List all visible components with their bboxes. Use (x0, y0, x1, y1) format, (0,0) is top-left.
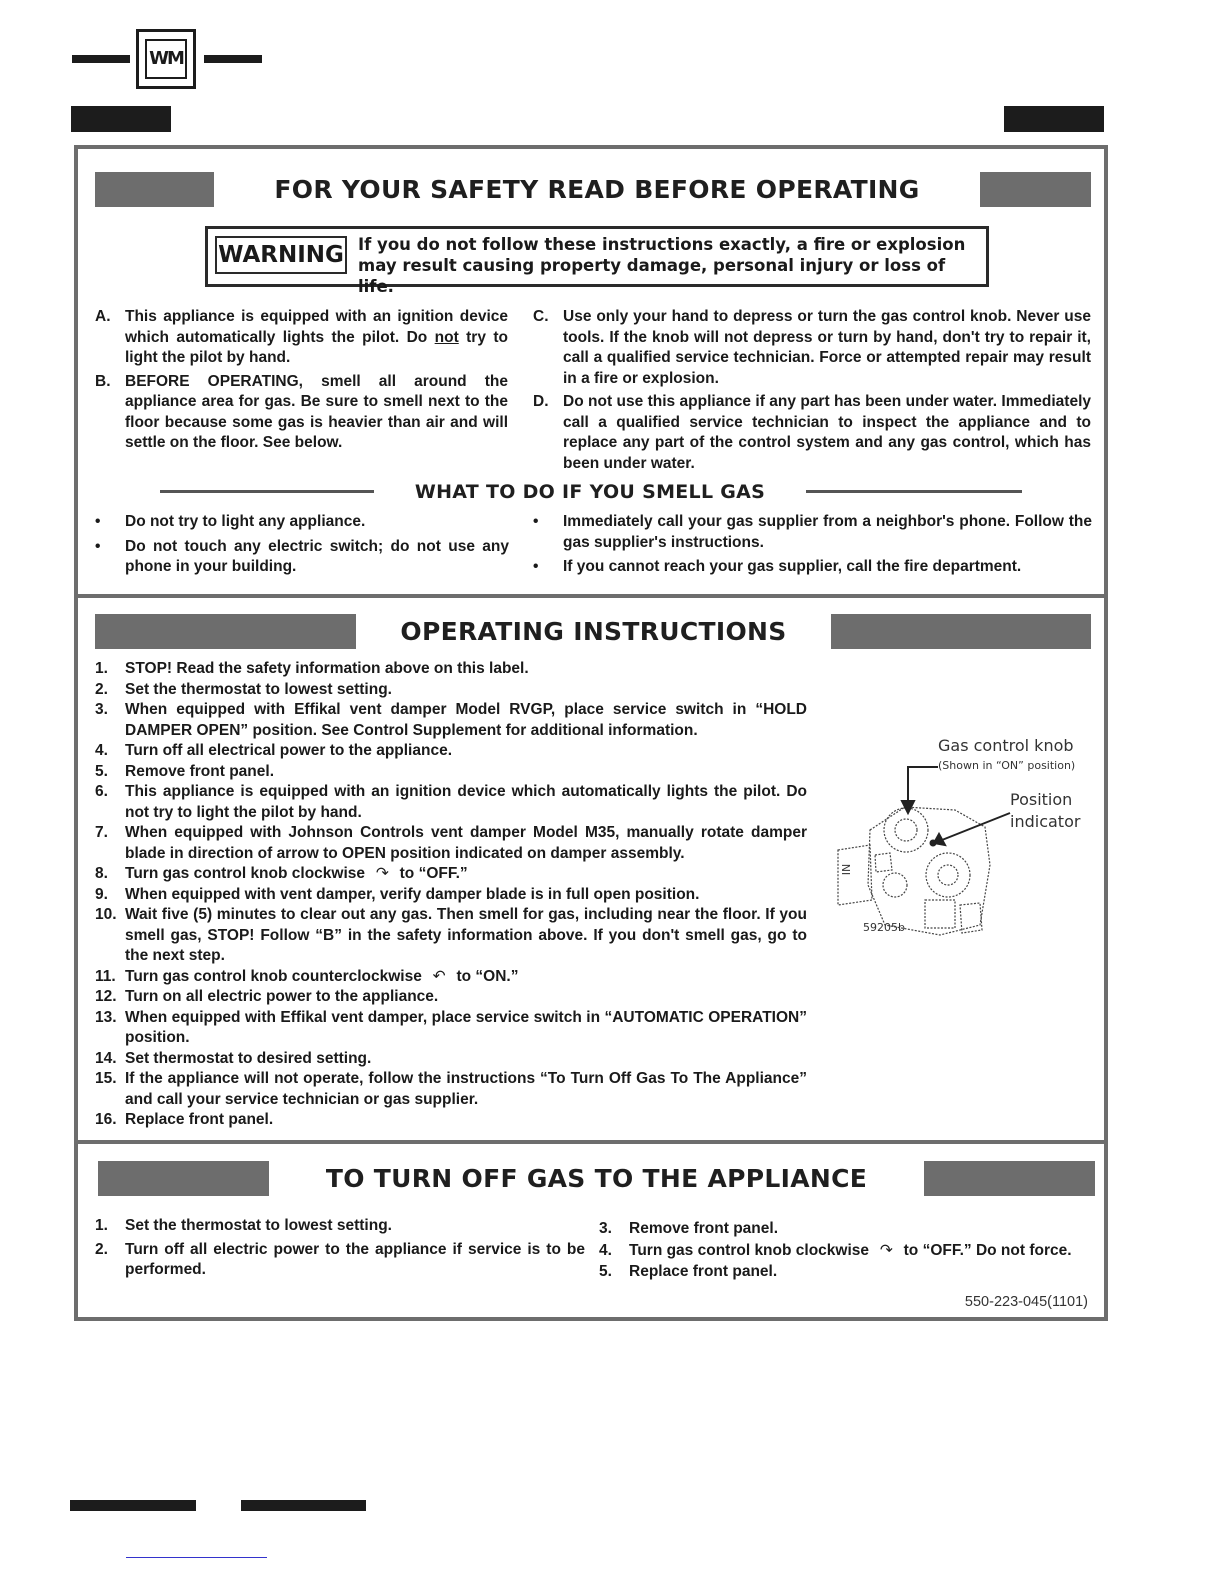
step-number: 13. (95, 1008, 117, 1026)
turnoff-right-column (599, 1219, 1093, 1283)
side-mark: NI (839, 863, 853, 876)
step-text: STOP! Read the safety information above on this label. (125, 660, 529, 677)
operating-step-7 (95, 823, 807, 864)
step-text: When equipped with Effikal vent damper Model RVGP, place service switch in “HOLD DAMPER OPEN” position. See Control Supplement for additional information. (125, 701, 807, 739)
safety-item-a (95, 307, 508, 369)
operating-step-2 (95, 680, 807, 701)
step-text-end: to “OFF.” (399, 865, 468, 882)
turnoff-step-5 (599, 1262, 1093, 1283)
bullet-icon: • (95, 537, 101, 555)
step-text: When equipped with Johnson Controls vent damper Model M35, manually rotate damper blade in direction of arrow to OPEN position indicated on damper assembly. (125, 824, 807, 862)
step-text: Set the thermostat to lowest setting. (125, 680, 392, 698)
step-number: 6. (95, 783, 108, 800)
step-number: 15. (95, 1070, 117, 1087)
item-label: C. (533, 308, 549, 325)
step-text: Set the thermostat to lowest setting. (125, 1217, 392, 1234)
step-number: 1. (95, 660, 108, 677)
smell-gas-left-column (95, 512, 509, 582)
step-number: 10. (95, 906, 117, 923)
operating-step-10 (95, 905, 807, 967)
logo (136, 29, 196, 89)
safety-item-b (95, 372, 508, 454)
operating-step-8 (95, 864, 807, 885)
operating-title: OPERATING INSTRUCTIONS (400, 617, 787, 646)
step-text: Replace front panel. (629, 1263, 778, 1280)
operating-step-3 (95, 700, 807, 741)
turnoff-left-column (95, 1216, 585, 1284)
turnoff-title: TO TURN OFF GAS TO THE APPLIANCE (325, 1164, 868, 1193)
step-number: 4. (95, 742, 108, 759)
header-tab-left (71, 106, 171, 132)
step-number: 3. (95, 701, 108, 718)
footer-bar-left (70, 1500, 196, 1511)
safety-title: FOR YOUR SAFETY READ BEFORE OPERATING (274, 175, 920, 204)
safety-item-c (533, 307, 1091, 389)
step-number: 4. (599, 1241, 612, 1259)
step-text: If the appliance will not operate, follow the instructions “To Turn Off Gas To The Appliance” and call your service technician or gas supplier. (125, 1070, 807, 1108)
header-tab-right (1004, 106, 1104, 132)
logo-bar-left (72, 55, 130, 63)
warning-text: If you do not follow these instructions exactly, a fire or explosion may result causing property damage, personal injury or loss of life. (358, 235, 966, 296)
step-text: Turn gas control knob clockwise (125, 865, 366, 882)
operating-step-14 (95, 1049, 807, 1070)
step-text: Set thermostat to desired setting. (125, 1049, 372, 1067)
bullet-text: Immediately call your gas supplier from a neighbor's phone. Follow the gas supplier's instructions. (563, 513, 1092, 551)
bullet-icon: • (95, 513, 101, 530)
step-text: This appliance is equipped with an ignition device which automatically lights the pilot. Do not try to light the pilot by hand. (125, 783, 807, 821)
step-text: Remove front panel. (125, 762, 274, 780)
indicator-label-2: indicator (1010, 812, 1081, 831)
turnoff-step-4 (599, 1241, 1093, 1262)
document-code: 550-223-045(1101) (964, 1294, 1088, 1310)
smell-gas-title: WHAT TO DO IF YOU SMELL GAS (414, 481, 766, 503)
operating-step-1 (95, 659, 807, 680)
operating-step-6 (95, 782, 807, 823)
step-number: 2. (95, 1240, 108, 1258)
operating-steps (95, 659, 807, 1131)
item-text: Do not use this appliance if any part has been under water. Immediately call a qualified service technician to inspect the appliance and to replace any part of the control system and any gas control, which has been under water. (563, 393, 1091, 472)
step-text: Wait five (5) minutes to clear out any gas. Then smell for gas, including near the floor. If you smell gas, STOP! Follow “B” in the safety information above. If you don't smell gas, go to the next step. (125, 906, 807, 964)
turnoff-title-bar-left (98, 1161, 269, 1196)
step-number: 3. (599, 1220, 612, 1237)
step-text: When equipped with Effikal vent damper, place service switch in “AUTOMATIC OPERATION” position. (125, 1008, 807, 1046)
step-number: 14. (95, 1049, 117, 1067)
step-text: Turn gas control knob clockwise (629, 1241, 870, 1259)
smell-gas-bullet (533, 557, 1092, 578)
safety-title-bar-right (980, 172, 1091, 207)
part-code: 59205b (863, 921, 905, 934)
step-number: 5. (599, 1263, 612, 1280)
clockwise-arrow-icon: ↷ (375, 865, 389, 882)
bullet-text: Do not try to light any appliance. (125, 513, 366, 530)
item-emphasis: not (434, 328, 459, 346)
indicator-label-1: Position (1010, 790, 1073, 809)
section-divider-2 (74, 1140, 1108, 1144)
step-number: 7. (95, 824, 108, 841)
operating-step-13 (95, 1008, 807, 1049)
gas-valve-illustration (830, 735, 1100, 945)
safety-right-column (533, 307, 1091, 477)
section-divider-1 (74, 594, 1108, 598)
step-text: Turn off all electric power to the appliance if service is to be performed. (125, 1240, 585, 1278)
step-number: 12. (95, 988, 117, 1005)
turnoff-step-2 (95, 1240, 585, 1281)
gas-valve-diagram (830, 735, 1100, 945)
step-text: Turn off all electrical power to the appliance. (125, 742, 452, 759)
logo-bar-right (204, 55, 262, 63)
smell-gas-bullet (533, 512, 1092, 553)
bullet-text: If you cannot reach your gas supplier, call the fire department. (563, 558, 1022, 575)
smell-gas-bullet (95, 537, 509, 578)
smell-gas-rule-right (806, 490, 1022, 493)
step-number: 1. (95, 1217, 108, 1234)
step-number: 11. (95, 967, 116, 985)
safety-item-d (533, 392, 1091, 474)
item-label: D. (533, 393, 549, 410)
footer-bar-right (241, 1500, 366, 1511)
item-text: This appliance is equipped with an ignition device which automatically lights the pilot. Do (125, 308, 508, 346)
step-number: 16. (95, 1111, 117, 1128)
step-number: 2. (95, 680, 108, 698)
knob-label: Gas control knob (938, 736, 1074, 755)
step-text: Turn gas control knob counterclockwise (125, 967, 422, 985)
item-text-end: try to light the pilot by hand. (125, 328, 508, 366)
step-text: Replace front panel. (125, 1111, 274, 1128)
operating-title-bar-right (831, 614, 1091, 649)
step-number: 5. (95, 762, 108, 780)
knob-sublabel: (Shown in “ON” position) (938, 759, 1076, 772)
item-text: BEFORE OPERATING, smell all around the appliance area for gas. Be sure to smell next to the floor because some gas is heavier than air and will settle on the floor. See below. (125, 372, 508, 451)
safety-title-bar-left (95, 172, 214, 207)
bullet-icon: • (533, 558, 539, 575)
step-text: Remove front panel. (629, 1220, 778, 1237)
operating-step-5 (95, 762, 807, 783)
operating-step-15 (95, 1069, 807, 1110)
warning-label: WARNING (215, 236, 347, 274)
turnoff-title-bar-right (924, 1161, 1095, 1196)
step-text: Turn on all electric power to the appliance. (125, 988, 439, 1005)
step-number: 8. (95, 865, 108, 882)
operating-title-bar-left (95, 614, 356, 649)
operating-step-4 (95, 741, 807, 762)
item-label: B. (95, 372, 111, 390)
operating-step-9 (95, 885, 807, 906)
step-text-end: to “OFF.” Do not force. (903, 1241, 1072, 1259)
step-text-end: to “ON.” (456, 967, 519, 985)
clockwise-arrow-icon: ↷ (879, 1241, 893, 1259)
safety-left-column (95, 307, 508, 457)
operating-step-12 (95, 987, 807, 1008)
turnoff-step-1 (95, 1216, 585, 1237)
warning-box (205, 226, 989, 296)
operating-step-16 (95, 1110, 807, 1131)
logo-text: WM (145, 39, 187, 79)
footer-link-underline (126, 1557, 267, 1558)
step-number: 9. (95, 885, 108, 903)
item-label: A. (95, 308, 111, 325)
step-text: When equipped with vent damper, verify damper blade is in full open position. (125, 885, 700, 903)
bullet-icon: • (533, 513, 539, 530)
counterclockwise-arrow-icon: ↶ (432, 967, 446, 985)
smell-gas-right-column (533, 512, 1092, 582)
operating-step-11 (95, 967, 807, 988)
smell-gas-rule-left (160, 490, 374, 493)
smell-gas-bullet (95, 512, 509, 533)
bullet-text: Do not touch any electric switch; do not use any phone in your building. (125, 537, 509, 575)
turnoff-step-3 (599, 1219, 1093, 1240)
item-text: Use only your hand to depress or turn the gas control knob. Never use tools. If the knob will not depress or turn by hand, don't try to repair it, call a qualified service technician. Force or attempted repair may result in a fire or explosion. (563, 308, 1091, 387)
